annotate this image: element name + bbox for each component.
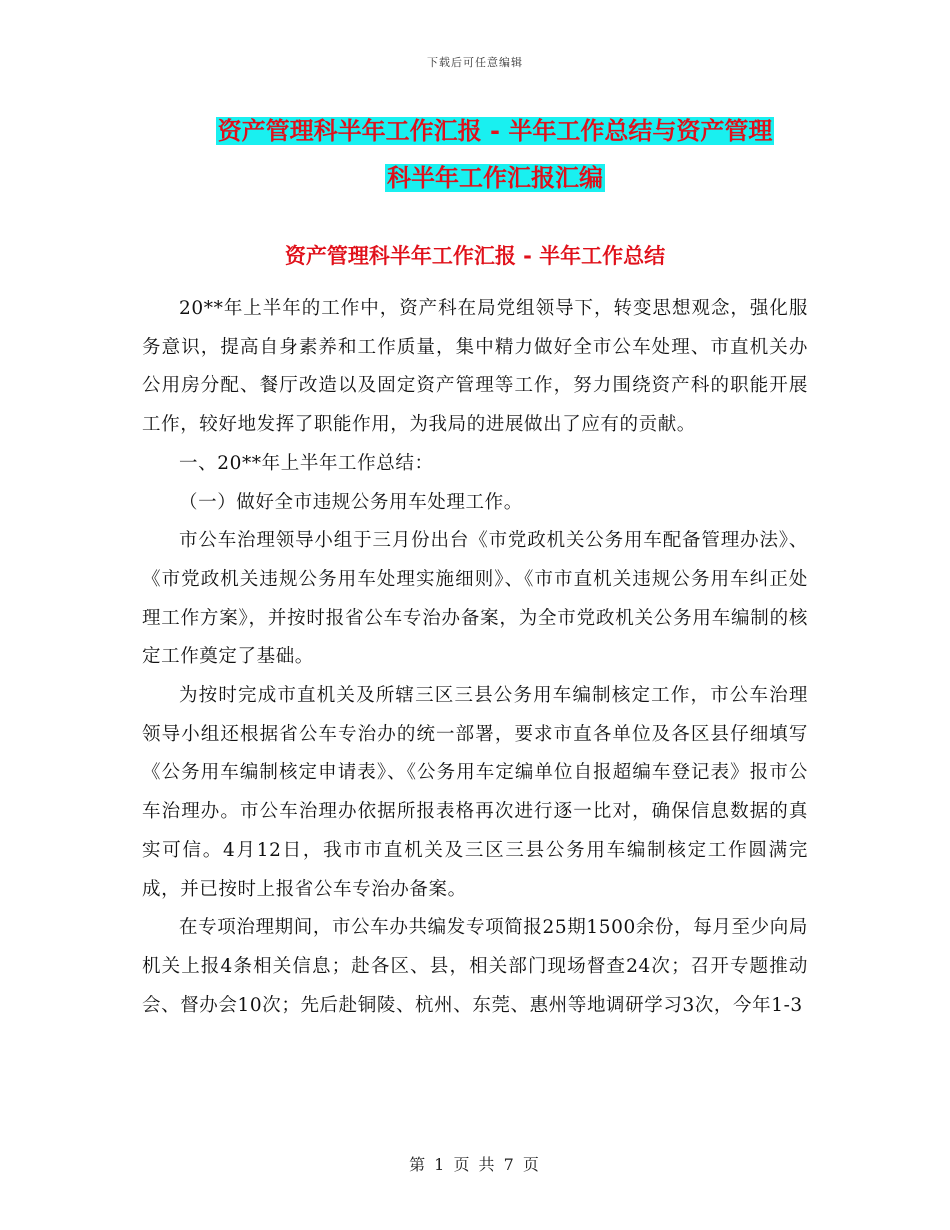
paragraph: 一、20**年上半年工作总结： [179, 452, 434, 474]
document-title-line-1: 资产管理科半年工作汇报 - 半年工作总结与资产管理 [217, 117, 773, 145]
section-title: 资产管理科半年工作汇报 - 半年工作总结 [284, 244, 666, 268]
paragraph: 20**年上半年的工作中，资产科在局党组领导下，转变思想观念，强化服务意识，提高自身素养和工作质量，集中精力做好全市公车处理、市直机关办公用房分配、餐厅改造以及固定资产管理等工作，努力围绕资产科的职能开展工作，较好地发挥了职能作用，为我局的进展做出了应有的贡献。 [142, 298, 808, 436]
paragraph: （一）做好全市违规公务用车处理工作。 [179, 491, 523, 513]
header-note: 下载后可任意编辑 [427, 56, 523, 69]
page-number-footer: 第 1 页 共 7 页 [409, 1155, 541, 1174]
document-title [140, 108, 850, 202]
document-title-line-2: 科半年工作汇报汇编 [387, 164, 603, 192]
paragraph: 市公车治理领导小组于三月份出台《市党政机关公务用车配备管理办法》、《市党政机关违规公务用车处理实施细则》、《市市直机关违规公务用车纠正处理工作方案》，并按时报省公车专治办备案，为全市党政机关公务用车编制的核定工作奠定了基础。 [142, 530, 808, 668]
paragraph: 为按时完成市直机关及所辖三区三县公务用车编制核定工作，市公车治理领导小组还根据省公车专治办的统一部署，要求市直各单位及各区县仔细填写《公务用车编制核定申请表》、《公务用车定编单位自报超编车登记表》报市公车治理办。市公车治理办依据所报表格再次进行逐一比对，确保信息数据的真实可信。4月12日，我市市直机关及三区三县公务用车编制核定工作圆满完成，并已按时上报省公车专治办备案。 [142, 685, 808, 900]
document-body [142, 290, 808, 1025]
paragraph: 在专项治理期间，市公车办共编发专项简报25期1500余份，每月至少向局机关上报4条相关信息；赴各区、县，相关部门现场督查24次；召开专题推动会、督办会10次；先后赴铜陵、杭州、东莞、惠州等地调研学习3次，今年1-3 [142, 917, 808, 1016]
